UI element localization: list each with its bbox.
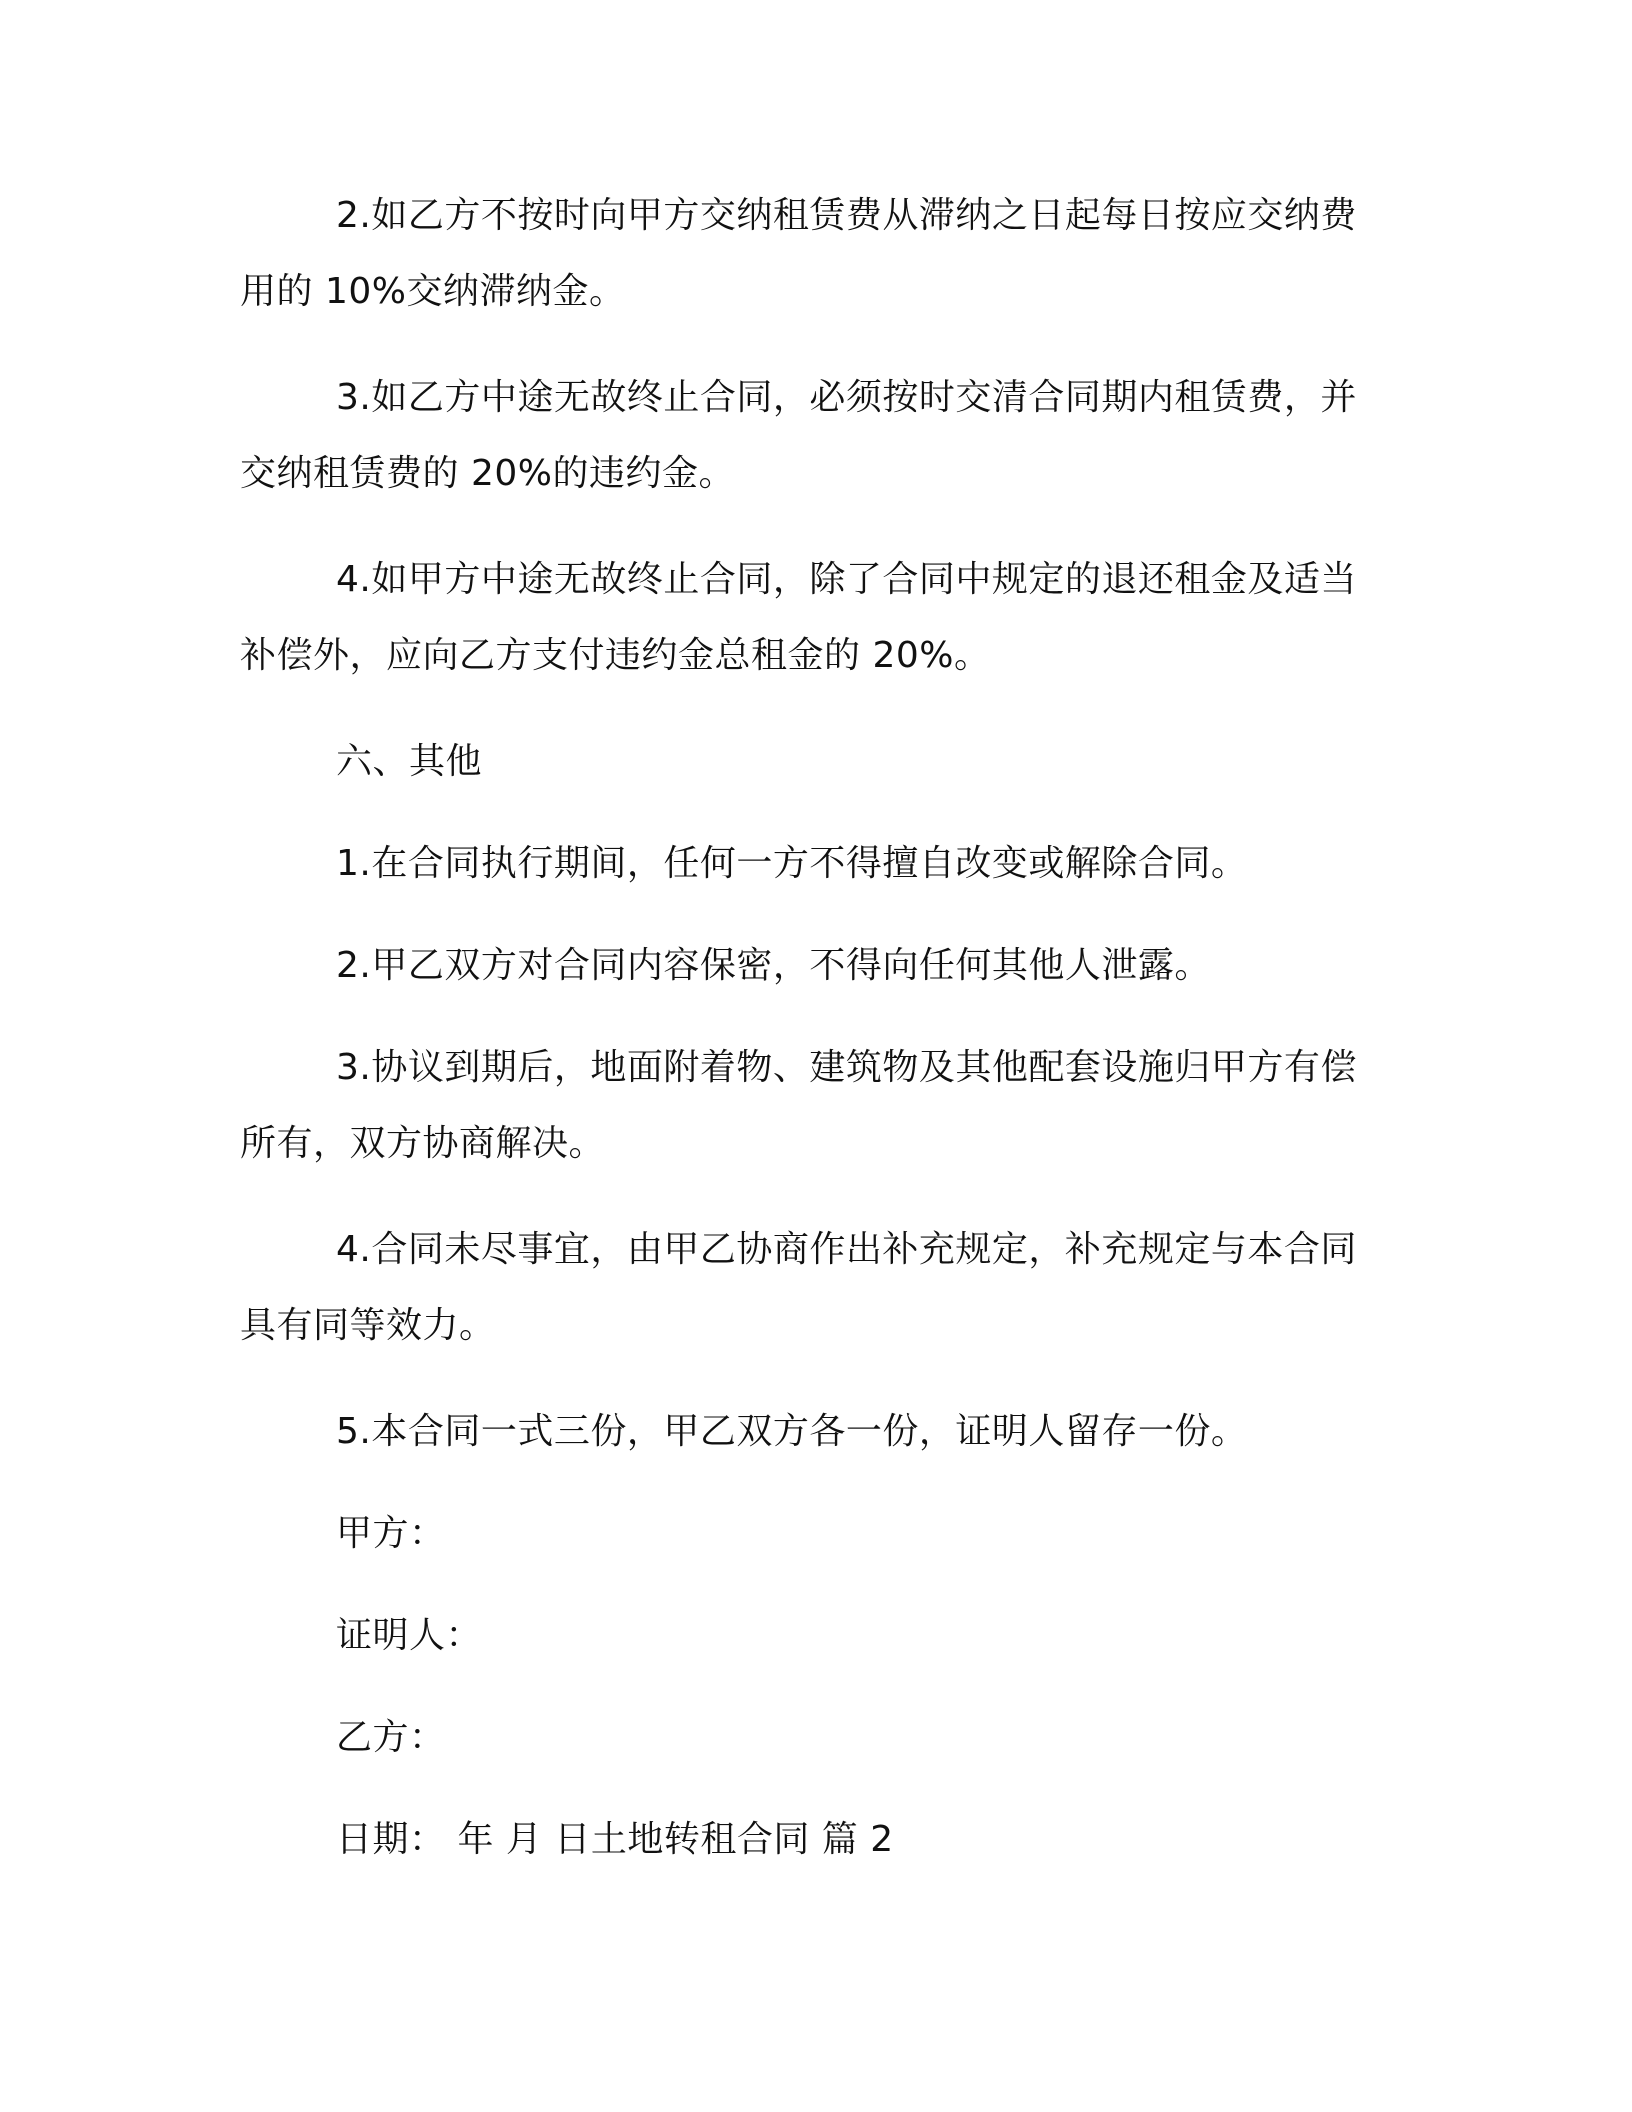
date-and-next-title: 日期： 年 月 日土地转租合同 篇 2 — [336, 1819, 894, 1860]
clause-copies: 5.本合同一式三份，甲乙双方各一份，证明人留存一份。 — [336, 1411, 1248, 1452]
clause-no-unilateral-change: 1.在合同执行期间，任何一方不得擅自改变或解除合同。 — [336, 843, 1248, 884]
clause-lessee-termination: 3.如乙方中途无故终止合同，必须按时交清合同期内租赁费，并交纳租赁费的 20%的违约金。 — [240, 377, 1357, 494]
signature-party-a: 甲方： — [336, 1513, 446, 1554]
clause-supplementary-provisions: 4.合同未尽事宜，由甲乙协商作出补充规定，补充规定与本合同具有同等效力。 — [240, 1229, 1357, 1346]
clause-penalty-late-payment: 2.如乙方不按时向甲方交纳租赁费从滞纳之日起每日按应交纳费用的 10%交纳滞纳金。 — [240, 195, 1357, 312]
clause-lessor-termination: 4.如甲方中途无故终止合同，除了合同中规定的退还租金及适当补偿外，应向乙方支付违约金总租金的 20%。 — [240, 559, 1357, 676]
clause-confidentiality: 2.甲乙双方对合同内容保密，不得向任何其他人泄露。 — [336, 945, 1211, 986]
signature-party-b: 乙方： — [336, 1717, 446, 1758]
clause-expiry-attachments: 3.协议到期后，地面附着物、建筑物及其他配套设施归甲方有偿所有，双方协商解决。 — [240, 1047, 1357, 1164]
section-heading-other: 六、其他 — [336, 741, 483, 782]
signature-witness: 证明人： — [336, 1615, 483, 1656]
